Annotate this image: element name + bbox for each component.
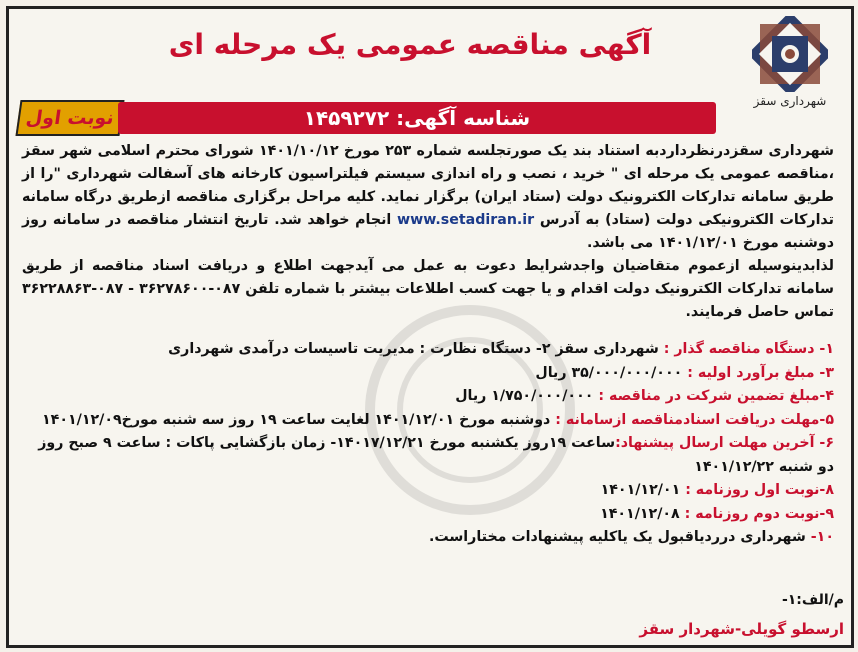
list-item: [22, 479, 834, 503]
notice-body: [22, 140, 834, 324]
list-item: [22, 503, 834, 527]
item-value: ۱۴۰۱/۱۲/۰۸: [600, 505, 685, 522]
paragraph-1-end: انجام خواهد شد. تاریخ انتشار مناقصه در سامانه روز دوشنبه مورخ ۱۴۰۱/۱۲/۰۱ می باشد.: [22, 212, 834, 251]
logo-caption: شهرداری سقز: [753, 94, 827, 108]
body-paragraph-2: لذابدینوسیله ازعموم متقاضیان واجدشرایط دعوت به عمل می آیدجهت اطلاع و دریافت اسناد مناقصه از طریق سامانه تدارکات الکترونیک دولت اقدام و یا جهت کسب اطلاعات بیشتر با شماره تلفن ۰۸۷-۳۶۲۷۸۶۰۰ - ۰۸۷-۳۶۲۲۸۸۶۳ تماس حاصل فرمایند.: [22, 258, 834, 320]
emblem-icon: [752, 16, 828, 92]
setad-link[interactable]: www.setadiran.ir: [397, 212, 535, 228]
list-item: [22, 385, 834, 409]
list-item: [22, 362, 834, 386]
item-label: ۴-مبلغ تضمین شرکت در مناقصه :: [598, 388, 834, 404]
edition-badge: نوبت اول: [15, 100, 124, 136]
body-paragraph-1: [22, 140, 834, 255]
item-value: ساعت ۱۹روز یکشنبه مورخ ۱۴۰۱۷/۱۲/۲۱- زمان بازگشایی پاکات : ساعت ۹ صبح روز دو شنبه ۱۴۰۱/۱۲/۲۲: [38, 435, 834, 475]
item-label: ۱۰-: [810, 529, 834, 545]
municipality-logo: [740, 16, 840, 126]
list-item: [22, 526, 834, 550]
item-label: ۳- مبلغ برآورد اولیه :: [687, 364, 834, 381]
list-item: [22, 338, 834, 362]
item-value: شهرداری درردیاقبول یک یاکلیه پیشنهادات مختاراست.: [428, 529, 811, 545]
item-value: ۱/۷۵۰/۰۰۰/۰۰۰ ریال: [455, 388, 599, 404]
item-value: ۱۴۰۱/۱۲/۰۱: [600, 482, 686, 498]
item-label: ۸-نوبت اول روزنامه :: [685, 482, 834, 498]
item-label: ۱- دستگاه مناقصه گذار :: [663, 341, 834, 357]
details-list: [22, 338, 834, 550]
item-label: ۶- آخرین مهلت ارسال پیشنهاد:: [615, 435, 834, 451]
page-title: آگهی مناقصه عمومی یک مرحله ای: [168, 28, 652, 61]
reference-number: م/الف:۱-: [781, 592, 844, 608]
item-value: ۳۵/۰۰۰/۰۰۰/۰۰۰ ریال: [535, 364, 688, 381]
list-item: [22, 409, 834, 433]
signature: ارسطو گویلی-شهردار سقز: [639, 620, 844, 638]
notice-id-banner: شناسه آگهی: ۱۴۵۹۲۷۲: [118, 102, 716, 134]
item-value: شهرداری سقز ۲- دستگاه نظارت : مدیریت تاسیسات درآمدی شهرداری: [168, 341, 664, 357]
item-label: ۵-مهلت دریافت اسنادمناقصه ازسامانه :: [555, 411, 834, 428]
item-value: دوشنبه مورخ ۱۴۰۱/۱۲/۰۱ لغایت ساعت ۱۹ روز سه شنبه مورخ۱۴۰۱/۱۲/۰۹: [42, 411, 556, 428]
item-label: ۹-نوبت دوم روزنامه :: [684, 505, 834, 522]
list-item: [22, 432, 834, 479]
paragraph-1-text: شهرداری سقزدرنظرداردبه استناد بند یک صورتجلسه شماره ۲۵۳ مورخ ۱۴۰۱/۱۰/۱۲ شورای محترم اسلامی شهر سقز ،مناقصه عمومی یک مرحله ای " خرید ، نصب و راه اندازی سیستم فیلتراسیون کارخانه های آسفالت شهرداری "را از طریق سامانه تدارکات الکترونیک دولت (ستاد ایران) برگزار نماید. کلیه مراحل برگزاری مناقصه ازطریق درگاه سامانه تدارکات الکترونیکی دولت (ستاد) به آدرس: [22, 143, 834, 228]
